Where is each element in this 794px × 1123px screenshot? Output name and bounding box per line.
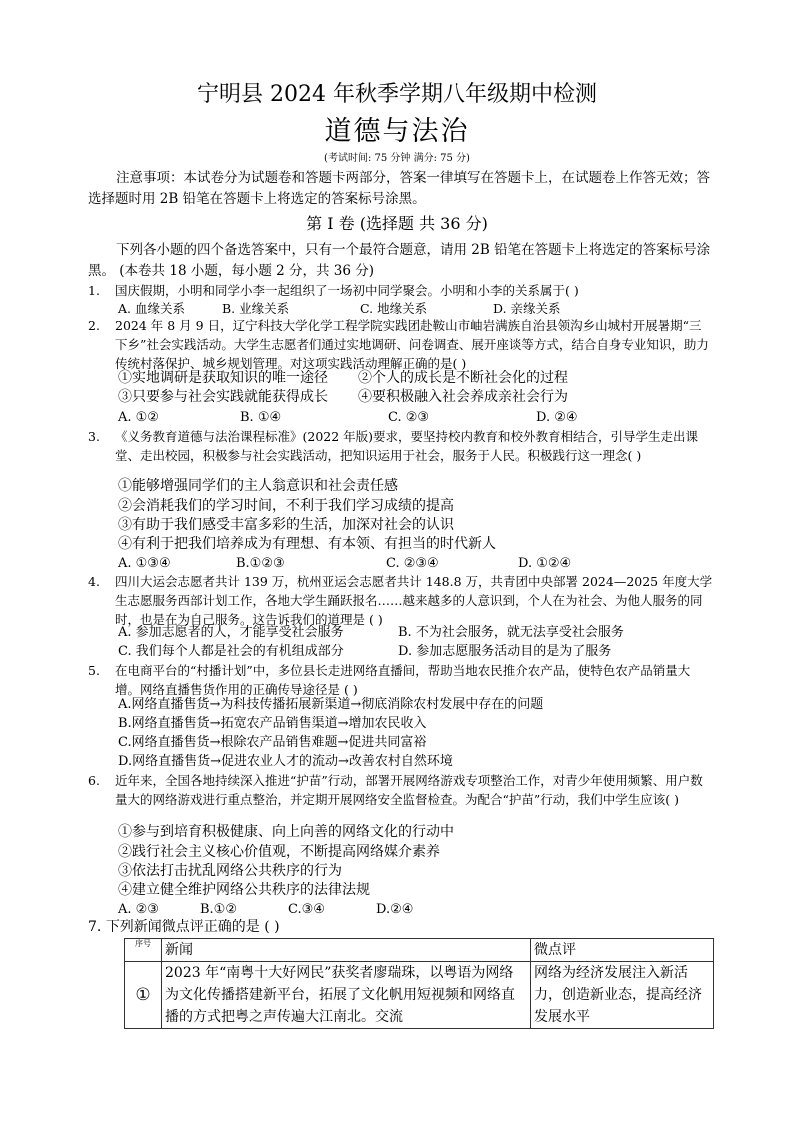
option: B.①② [200, 902, 237, 917]
question-4 [88, 572, 713, 629]
table-header-row [125, 939, 714, 962]
option: C.网络直播售货→根除农产品销售难题→促进共同富裕 [118, 735, 427, 750]
table-row [125, 962, 714, 1029]
question-1 [88, 281, 713, 300]
part1-instructions: 下列各小题的四个备选答案中，只有一个最符合题意，请用 2B 铅笔在答题卡上将选定的答案标号涂黑。 (本卷共 18 小题，每小题 2 分，共 36 分) [88, 242, 711, 279]
question-stem: 《义务教育道德与法治课程标准》(2022 年版)要求，要坚持校内教育和校外教育相结合，引导学生走出课堂、走出校园，积极参与社会实践活动，把知识运用于社会，服务于人民。积极践行这一理念( ) [115, 429, 699, 463]
question-number: 3. [88, 429, 100, 444]
comment-cell: 网络为经济发展注入新活力，创造新业态，提高经济发展水平 [531, 962, 714, 1029]
statement: ②践行社会主义核心价值观，不断提高网络媒介素养 [118, 844, 440, 860]
question-3 [88, 427, 713, 465]
exam-title: 宁明县 2024 年秋季学期八年级期中检测 [197, 82, 597, 107]
column-header: 微点评 [531, 939, 714, 962]
statement: ②会消耗我们的学习时间，不利于我们学习成绩的提高 [118, 498, 454, 514]
option: D.②④ [376, 902, 414, 917]
question-stem: 下列新闻微点评正确的是 ( ) [105, 919, 280, 935]
option: C. ②③ [388, 410, 430, 425]
question-stem: 国庆假期，小明和同学小李一起组织了一场初中同学聚会。小明和小李的关系属于( ) [115, 283, 579, 298]
question-stem: 近年来，全国各地持续深入推进“护苗”行动，部署开展网络游戏专项整治工作，对青少年使用频繁、用户数量大的网络游戏进行重点整治，并定期开展网络安全监督检查。为配合“护苗”行动，我们中学生应该( ) [115, 773, 703, 807]
question-stem: 2024 年 8 月 9 日，辽宁科技大学化学工程学院实践团赴鞍山市岫岩满族自治县领沟乡山城村开展暑期“三下乡”社会实践活动。大学生志愿者们通过实地调研、问卷调查、展开座谈等方式，结合自身专业知识，助力传统村落保护、城乡规划管理。对这项实践活动理解正确的是( ) [115, 318, 709, 371]
option: D. ①②④ [518, 556, 572, 571]
question-6 [88, 771, 713, 809]
option: A.网络直播售货→为科技传播拓展新渠道→彻底消除农村发展中存在的问题 [118, 697, 544, 712]
option: C. 地缘关系 [360, 301, 428, 316]
column-header: 序号 [125, 939, 162, 962]
question-stem: 四川大运会志愿者共计 139 万，杭州亚运会志愿者共计 148.8 万，共青团中央部署 2024—2025 年度大学生志愿服务西部计划工作，各地大学生踊跃报名……越来越多的人意识到，个人在为社会、为他人服务的同时，也是在为自己服务。这告诉我们的道理是 ( ) [115, 574, 713, 627]
question-number: 4. [88, 574, 100, 589]
question-number: 7. [88, 919, 102, 935]
part1-heading: 第 I 卷 (选择题 共 36 分) [306, 214, 488, 233]
option: D. 参加志愿服务活动目的是为了服务 [398, 644, 612, 659]
question-5 [88, 661, 713, 699]
option: A. 参加志愿者的人，才能享受社会服务 [118, 625, 344, 640]
statement: ②个人的成长是不断社会化的过程 [358, 370, 568, 386]
option: A. ①② [118, 410, 159, 425]
option: B.①②③ [236, 556, 285, 571]
statement: ③依法打击扰乱网络公共秩序的行为 [118, 863, 342, 879]
statement: ①实地调研是获取知识的唯一途径 [118, 370, 328, 386]
option: B.网络直播售货→拓宽农产品销售渠道→增加农民收入 [118, 716, 427, 731]
notice: 注意事项：本试卷分为试题卷和答题卡两部分，答案一律填写在答题卡上，在试题卷上作答无效；答选择题时用 2B 铅笔在答题卡上将选定的答案标号涂黑。 [88, 170, 710, 207]
statement: ④建立健全维护网络公共秩序的法律法规 [118, 882, 370, 898]
option: C.③④ [288, 902, 325, 917]
option: A. 血缘关系 [118, 301, 185, 316]
question-number: 6. [88, 773, 100, 788]
question-stem: 在电商平台的“村播计划”中，多位县长走进网络直播间，帮助当地农民推介农产品，使特色农产品销量大增。网络直播售货作用的正确传导途径是 ( ) [115, 663, 691, 697]
question-number: 2. [88, 318, 100, 333]
question-number: 5. [88, 663, 100, 678]
option: C. ②③④ [386, 556, 439, 571]
exam-info: (考试时间: 75 分钟 满分: 75 分) [324, 153, 470, 164]
subject-title: 道德与法治 [324, 116, 470, 147]
statement: ④有利于把我们培养成为有理想、有本领、有担当的时代新人 [118, 536, 496, 552]
question-number: 1. [88, 283, 100, 298]
option: A. ②③ [118, 902, 159, 917]
option: B. 业缘关系 [222, 301, 290, 316]
option: A. ①③④ [118, 556, 171, 571]
row-index: ① [125, 962, 162, 1029]
statement: ③有助于我们感受丰富多彩的生活，加深对社会的认识 [118, 517, 454, 533]
column-header: 新闻 [162, 939, 531, 962]
statement: ③只要参与社会实践就能获得成长 [118, 389, 328, 405]
option: B. 不为社会服务，就无法享受社会服务 [398, 625, 624, 640]
option: D.网络直播售货→促进农业人才的流动→改善农村自然环境 [118, 754, 453, 769]
statement: ①能够增强同学们的主人翁意识和社会责任感 [118, 478, 398, 494]
option: D. ②④ [536, 410, 578, 425]
statement: ④要积极融入社会养成亲社会行为 [358, 389, 568, 405]
option: C. 我们每个人都是社会的有机组成部分 [118, 644, 344, 659]
statement: ①参与到培育积极健康、向上向善的网络文化的行动中 [118, 824, 454, 840]
news-cell: 2023 年“南粤十大好网民”获奖者廖瑞珠，以粤语为网络为文化传播搭建新平台，拓展了文化帆用短视频和网络直播的方式把粤之声传遍大江南北。交流 [162, 962, 531, 1029]
option: B. ①④ [240, 410, 282, 425]
question-2 [88, 316, 713, 373]
question-7 [88, 918, 280, 937]
option: D. 亲缘关系 [493, 301, 561, 316]
news-table [124, 938, 714, 1029]
